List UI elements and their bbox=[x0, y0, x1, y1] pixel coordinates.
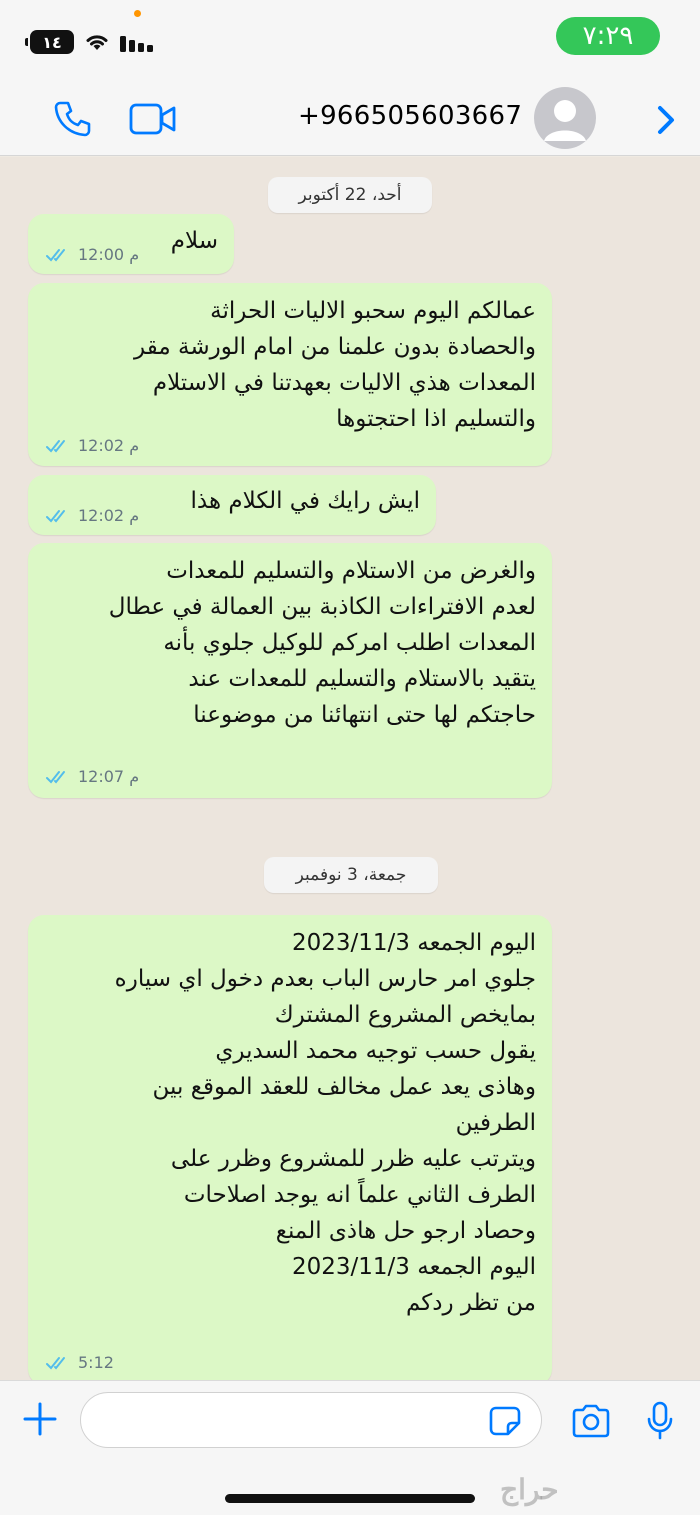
contact-number[interactable]: +966505603667 bbox=[298, 101, 523, 131]
message-time: 12:02 م bbox=[78, 506, 140, 525]
date-separator-label: أحد، 22 أكتوبر bbox=[298, 185, 402, 205]
read-receipt-icon bbox=[46, 769, 72, 785]
message-time: 12:07 م bbox=[78, 767, 140, 786]
message-text: سلام bbox=[170, 228, 218, 254]
message-time: 12:00 م bbox=[78, 245, 140, 264]
message-text: ايش رايك في الكلام هذا bbox=[190, 488, 420, 514]
video-call-icon[interactable] bbox=[128, 100, 178, 138]
message-meta bbox=[46, 436, 139, 455]
contact-avatar[interactable] bbox=[534, 87, 596, 149]
chat-messages-area[interactable] bbox=[0, 157, 700, 1380]
message-bubble[interactable] bbox=[28, 543, 552, 798]
phone-call-icon[interactable] bbox=[52, 99, 92, 139]
date-separator bbox=[268, 177, 432, 213]
sticker-icon[interactable] bbox=[488, 1405, 522, 1437]
message-text-field[interactable] bbox=[80, 1392, 542, 1448]
wifi-icon bbox=[84, 32, 110, 52]
message-meta bbox=[46, 245, 139, 264]
battery-level: ١٤ bbox=[42, 32, 62, 52]
message-time: 5:12 bbox=[78, 1353, 114, 1372]
message-bubble[interactable] bbox=[28, 214, 234, 274]
date-separator-label: جمعة، 3 نوفمبر bbox=[295, 865, 407, 885]
message-bubble[interactable] bbox=[28, 475, 436, 535]
status-clock: ٧:٢٩ bbox=[556, 17, 660, 55]
date-separator bbox=[264, 857, 438, 893]
message-bubble[interactable] bbox=[28, 915, 552, 1380]
message-meta bbox=[46, 1353, 114, 1372]
read-receipt-icon bbox=[46, 438, 72, 454]
message-meta bbox=[46, 767, 139, 786]
read-receipt-icon bbox=[46, 508, 72, 524]
haraj-watermark: حراج bbox=[500, 1473, 559, 1506]
status-bar bbox=[0, 0, 700, 82]
privacy-indicator-dot bbox=[134, 10, 141, 17]
message-bubble[interactable] bbox=[28, 283, 552, 466]
chevron-right-icon[interactable] bbox=[652, 102, 680, 138]
read-receipt-icon bbox=[46, 247, 72, 263]
avatar-placeholder-icon bbox=[534, 87, 596, 149]
microphone-icon[interactable] bbox=[646, 1401, 674, 1441]
message-text: عمالكم اليوم سحبو الاليات الحراثة والحصادة بدون علمنا من امام الورشة مقر المعدات هذي الاليات بعهدتنا في الاستلام والتسليم اذا احتجتوها bbox=[134, 298, 536, 432]
status-icons bbox=[30, 30, 156, 54]
message-input-bar bbox=[0, 1380, 700, 1515]
message-text: والغرض من الاستلام والتسليم للمعدات لعدم الافتراءات الكاذبة بين العمالة في عطال المعدات اطلب امركم للوكيل جلوي بأنه يتقيد بالاستلام والتسليم للمعدات عند حاجتكم لها حتى انتهائنا من موضوعنا bbox=[108, 558, 536, 728]
plus-icon[interactable] bbox=[22, 1401, 58, 1437]
message-meta bbox=[46, 506, 139, 525]
battery-icon bbox=[30, 30, 74, 54]
home-indicator[interactable] bbox=[225, 1494, 475, 1503]
message-text: اليوم الجمعه 2023/11/3 جلوي امر حارس الباب بعدم دخول اي سياره بمايخص المشروع المشترك يقول حسب توجيه محمد السديري وهاذى يعد عمل مخالف للعقد الموقع بين الطرفين ويترتب عليه ظرر للمشروع وظرر على الطرف الثاني علماً انه يوجد اصلاحات وحصاد ارجو حل هاذى المنع اليوم الجمعه 2023/11/3 من تظر ردكم bbox=[114, 930, 536, 1316]
chat-header bbox=[0, 82, 700, 156]
camera-icon[interactable] bbox=[570, 1403, 612, 1439]
signal-icon bbox=[120, 32, 156, 52]
message-time: 12:02 م bbox=[78, 436, 140, 455]
read-receipt-icon bbox=[46, 1355, 72, 1371]
